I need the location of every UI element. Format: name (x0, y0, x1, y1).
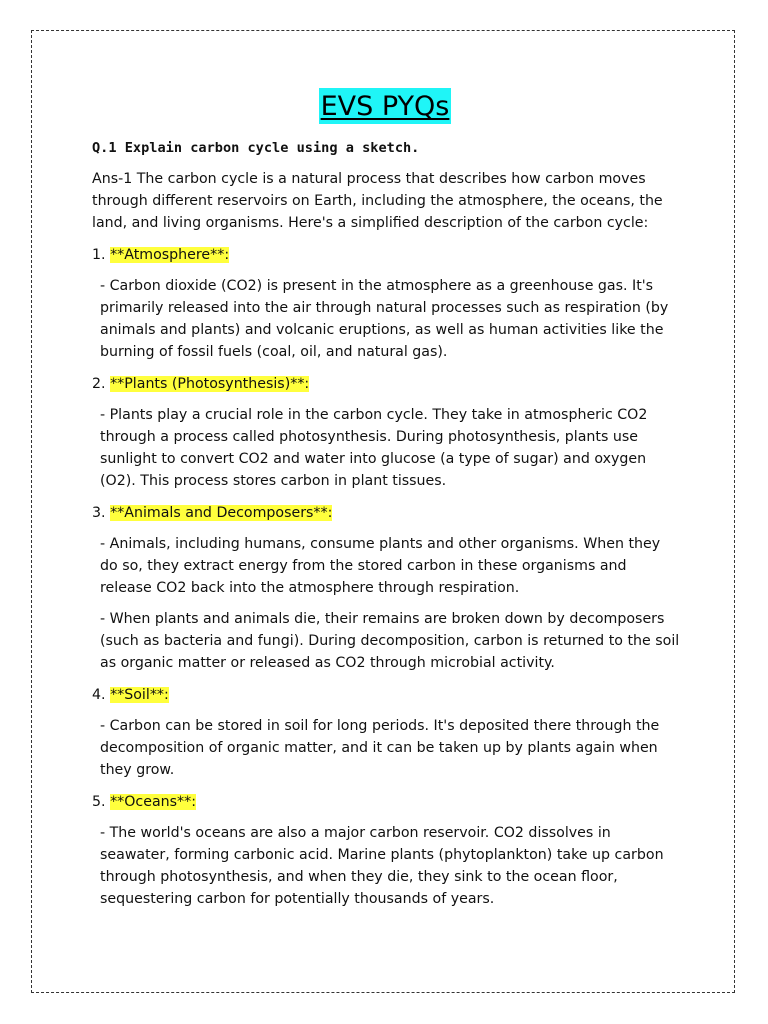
section-paragraph: - Carbon can be stored in soil for long periods. It's deposited there through the decomposition of organic matter, and it can be taken up by plants again when they grow. (100, 718, 660, 778)
section-heading-plants (92, 373, 682, 395)
title-wrap (88, 88, 682, 128)
question-text: Q.1 Explain carbon cycle using a sketch. (92, 140, 420, 156)
section-paragraph: - When plants and animals die, their remains are broken down by decomposers (such as bacteria and fungi). During decomposition, carbon is returned to the soil as organic matter or released as CO2 through microbial activity. (100, 611, 680, 671)
page-title: EVS PYQs (319, 88, 452, 124)
section-title: **Soil**: (110, 687, 169, 703)
section-paragraph: - Animals, including humans, consume plants and other organisms. When they do so, they extract energy from the stored carbon in these organisms and release CO2 back into the atmosphere through respiration. (100, 536, 661, 596)
section-number: 4. (92, 687, 106, 703)
section-heading-soil (92, 684, 682, 706)
section-title: **Animals and Decomposers**: (110, 505, 333, 521)
section-number: 5. (92, 794, 106, 810)
section-title: **Oceans**: (110, 794, 196, 810)
section-paragraph: - Plants play a crucial role in the carbon cycle. They take in atmospheric CO2 through a process called photosynthesis. During photosynthesis, plants use sunlight to convert CO2 and water into glucose (a type of sugar) and oxygen (O2). This process stores carbon in plant tissues. (100, 407, 648, 489)
section-paragraph: - Carbon dioxide (CO2) is present in the atmosphere as a greenhouse gas. It's primarily released into the air through natural processes such as respiration (by animals and plants) and volcanic eruptions, as well as human activities like the burning of fossil fuels (coal, oil, and natural gas). (100, 278, 669, 360)
section-number: 3. (92, 505, 106, 521)
section-title: **Plants (Photosynthesis)**: (110, 376, 310, 392)
answer-intro: Ans-1 The carbon cycle is a natural process that describes how carbon moves through different reservoirs on Earth, including the atmosphere, the oceans, the land, and living organisms. Here's a simplified description of the carbon cycle: (92, 171, 663, 231)
document-body (92, 88, 682, 910)
section-number: 1. (92, 247, 106, 263)
section-heading-atmosphere (92, 244, 682, 266)
section-title: **Atmosphere**: (110, 247, 230, 263)
section-paragraph: - The world's oceans are also a major carbon reservoir. CO2 dissolves in seawater, forming carbonic acid. Marine plants (phytoplankton) take up carbon through photosynthesis, and when they die, they sink to the ocean floor, sequestering carbon for potentially thousands of years. (100, 825, 664, 907)
section-number: 2. (92, 376, 106, 392)
section-heading-oceans (92, 791, 682, 813)
section-heading-animals-decomposers (92, 502, 682, 524)
